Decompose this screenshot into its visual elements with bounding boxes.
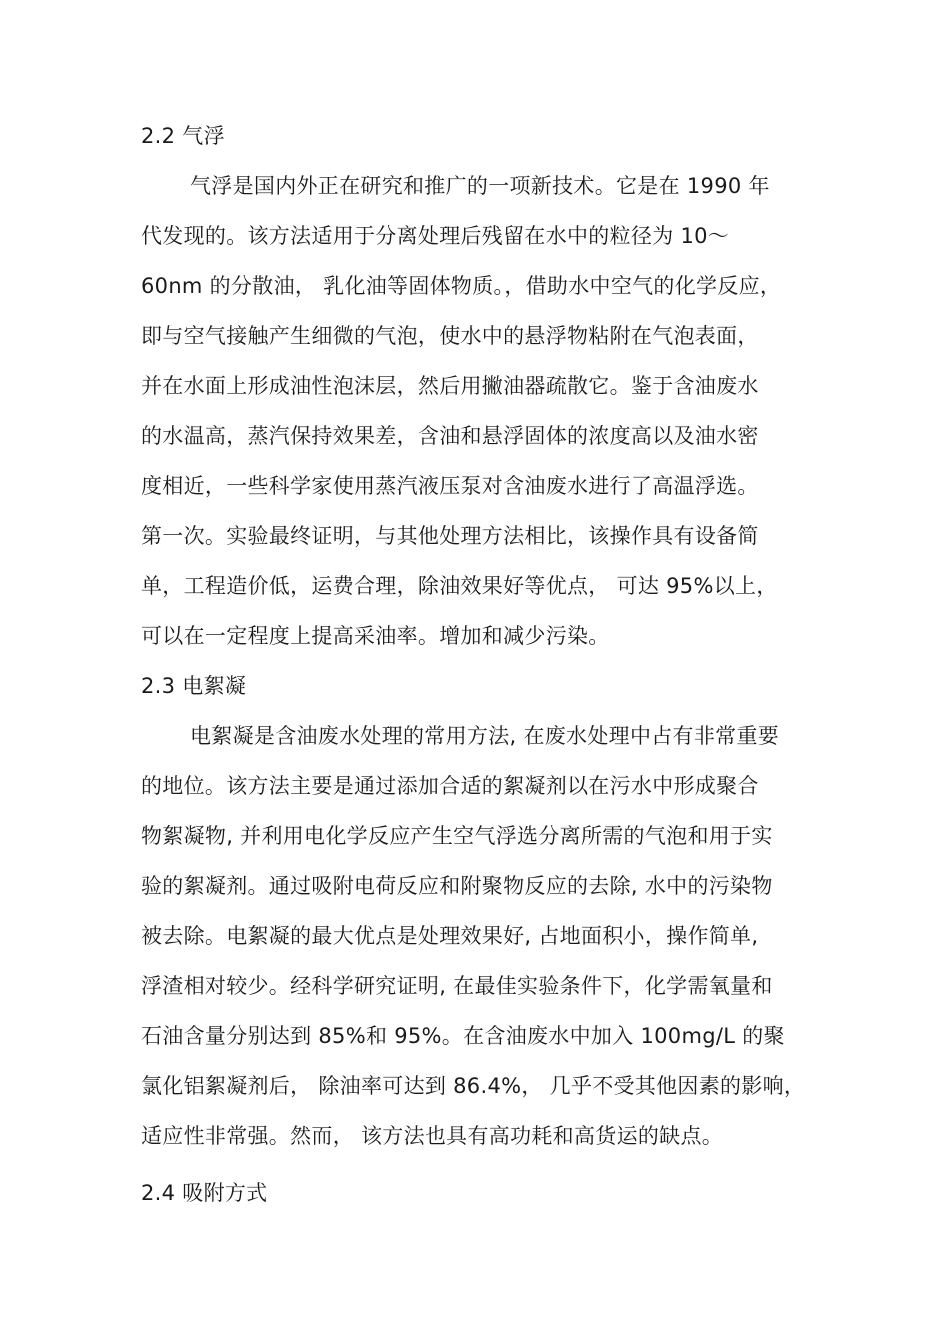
paragraph-line: 的水温高，蒸汽保持效果差，含油和悬浮固体的浓度高以及油水密	[141, 424, 759, 448]
paragraph-line: 单，工程造价低，运费合理，除油效果好等优点， 可达 95%以上，	[141, 574, 778, 598]
section-heading-2-4: 2.4 吸附方式	[141, 1181, 268, 1205]
paragraph-line: 氯化铝絮凝剂后， 除油率可达到 86.4%， 几乎不受其他因素的影响，	[141, 1074, 806, 1098]
paragraph-line: 即与空气接触产生细微的气泡，使水中的悬浮物粘附在气泡表面，	[141, 324, 759, 348]
paragraph-line: 的地位。该方法主要是通过添加合适的絮凝剂以在污水中形成聚合	[141, 774, 759, 798]
section-heading-2-3: 2.3 电絮凝	[141, 674, 247, 698]
paragraph-line: 物絮凝物, 并利用电化学反应产生空气浮选分离所需的气泡和用于实	[141, 824, 773, 848]
paragraph-line: 石油含量分别达到 85%和 95%。在含油废水中加入 100mg/L 的聚	[141, 1024, 785, 1048]
paragraph-line: 被去除。电絮凝的最大优点是处理效果好, 占地面积小，操作简单,	[141, 924, 759, 948]
paragraph-line: 适应性非常强。然而， 该方法也具有高功耗和高货运的缺点。	[141, 1124, 724, 1148]
paragraph-line: 验的絮凝剂。通过吸附电荷反应和附聚物反应的去除, 水中的污染物	[141, 874, 773, 898]
paragraph-line: 电絮凝是含油废水处理的常用方法, 在废水处理中占有非常重要	[190, 724, 780, 748]
section-heading-2-2: 2.2 气浮	[141, 124, 225, 148]
paragraph-line: 度相近，一些科学家使用蒸汽液压泵对含油废水进行了高温浮选。	[141, 474, 759, 498]
paragraph-line: 代发现的。该方法适用于分离处理后残留在水中的粒径为 10～	[141, 224, 730, 248]
paragraph-line: 60nm 的分散油， 乳化油等固体物质。，借助水中空气的化学反应，	[141, 274, 782, 298]
paragraph-line: 浮渣相对较少。经科学研究证明, 在最佳实验条件下，化学需氧量和	[141, 974, 773, 998]
paragraph-line: 第一次。实验最终证明，与其他处理方法相比，该操作具有设备简	[141, 524, 759, 548]
paragraph-line: 气浮是国内外正在研究和推广的一项新技术。它是在 1990 年	[190, 174, 770, 198]
paragraph-line: 可以在一定程度上提高采油率。增加和减少污染。	[141, 624, 610, 648]
paragraph-line: 并在水面上形成油性泡沫层，然后用撇油器疏散它。鉴于含油废水	[141, 374, 759, 398]
